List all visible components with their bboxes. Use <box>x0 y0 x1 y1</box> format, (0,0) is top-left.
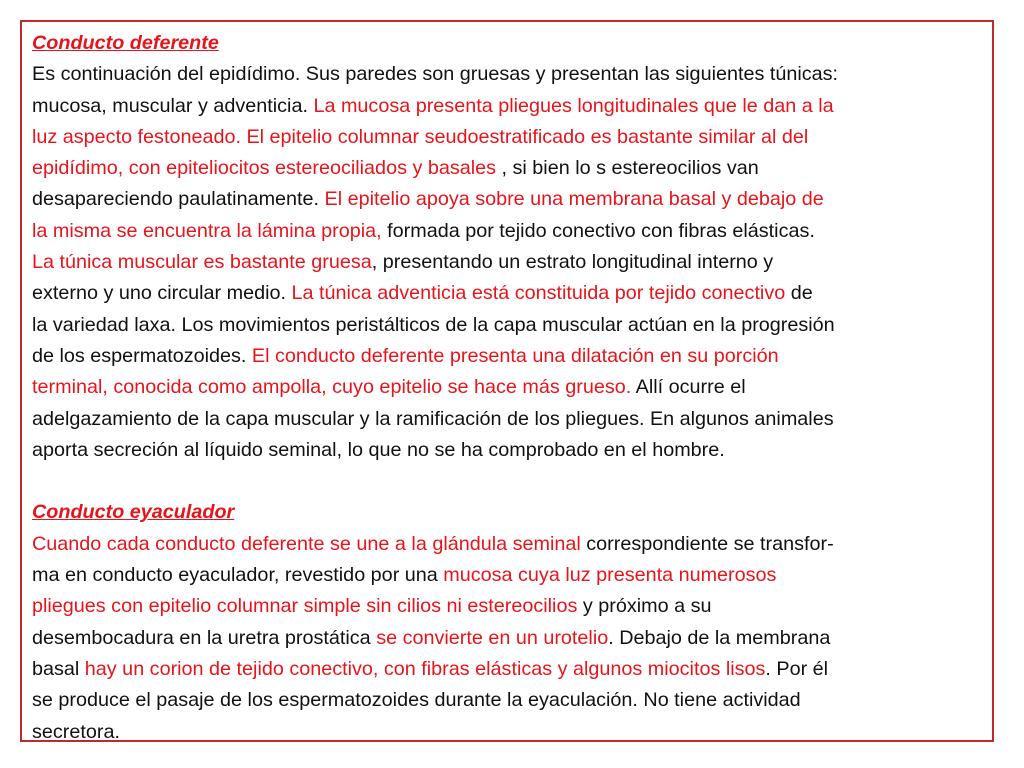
body-text: formada por tejido conectivo con fibras elásticas. <box>381 219 815 242</box>
text-line <box>32 122 992 153</box>
highlighted-text: La túnica adventicia está constituida por tejido conectivo <box>291 282 786 305</box>
text-line <box>32 59 992 90</box>
text-line <box>32 153 992 184</box>
body-text: secretora. <box>32 720 120 743</box>
body-text: basal <box>32 657 85 680</box>
text-line <box>32 685 992 716</box>
section-heading-conducto-eyaculador: Conducto eyaculador <box>32 501 235 524</box>
highlighted-text: Cuando cada conducto deferente se une a la glándula seminal <box>32 532 581 555</box>
body-text: mucosa, muscular y adventicia. <box>32 94 314 117</box>
body-text: de <box>785 282 813 305</box>
slide-text-body <box>32 28 992 748</box>
text-line <box>32 717 992 748</box>
body-text: desembocadura en la uretra prostática <box>32 626 377 649</box>
body-text: . Debajo de la membrana <box>608 626 831 649</box>
highlighted-text: hay un corion de tejido conectivo, con fibras elásticas y algunos miocitos lisos <box>84 657 766 680</box>
body-text: desapareciendo paulatinamente. <box>32 188 325 211</box>
body-text: externo y uno circular medio. <box>32 282 292 305</box>
highlighted-text: pliegues con epitelio columnar simple sin cilios ni estereocilios <box>32 595 578 618</box>
body-text: . Por él <box>765 657 829 680</box>
highlighted-text: mucosa cuya luz presenta numerosos <box>443 564 777 587</box>
text-line <box>32 623 992 654</box>
body-text: se produce el pasaje de los espermatozoides durante la eyaculación. No tiene actividad <box>32 689 801 712</box>
body-text: Es continuación del epidídimo. Sus paredes son gruesas y presentan las siguientes túnicas: <box>32 63 839 86</box>
body-text: Allí ocurre el <box>631 376 746 399</box>
text-line <box>32 278 992 309</box>
highlighted-text: terminal, conocida como ampolla, cuyo epitelio se hace más grueso. <box>32 376 632 399</box>
text-line <box>32 184 992 215</box>
body-text: correspondiente se transfor- <box>580 532 834 555</box>
text-line <box>32 591 992 622</box>
highlighted-text: luz aspecto festoneado. El epitelio columnar seudoestratificado es bastante similar al del <box>32 125 809 148</box>
text-line <box>32 435 992 466</box>
highlighted-text: El epitelio apoya sobre una membrana basal y debajo de <box>324 188 824 211</box>
body-text: aporta secreción al líquido seminal, lo que no se ha comprobado en el hombre. <box>32 438 725 461</box>
body-text: la variedad laxa. Los movimientos peristálticos de la capa muscular actúan en la progresión <box>32 313 835 336</box>
section-body-conducto-deferente <box>32 59 992 466</box>
text-line <box>32 91 992 122</box>
highlighted-text: se convierte en un urotelio <box>376 626 609 649</box>
text-line <box>32 341 992 372</box>
text-line <box>32 654 992 685</box>
text-line <box>32 310 992 341</box>
body-text: adelgazamiento de la capa muscular y la ramificación de los pliegues. En algunos animales <box>32 407 834 430</box>
body-text: de los espermatozoides. <box>32 344 252 367</box>
text-line <box>32 529 992 560</box>
text-line <box>32 560 992 591</box>
text-line <box>32 247 992 278</box>
body-text: , si bien lo s estereocilios van <box>496 157 759 180</box>
section-heading-conducto-deferente: Conducto deferente <box>32 32 219 54</box>
highlighted-text: la misma se encuentra la lámina propia, <box>32 219 382 242</box>
highlighted-text: El conducto deferente presenta una dilatación en su porción <box>251 344 779 367</box>
highlighted-text: epidídimo, con epiteliocitos estereociliados y basales <box>32 157 497 180</box>
body-text: y próximo a su <box>577 595 712 618</box>
text-line <box>32 404 992 435</box>
highlighted-text: La túnica muscular es bastante gruesa <box>32 251 372 274</box>
text-line <box>32 372 992 403</box>
highlighted-text: La mucosa presenta pliegues longitudinales que le dan a la <box>313 94 834 117</box>
body-text: ma en conducto eyaculador, revestido por una <box>32 564 444 587</box>
paragraph-spacer <box>32 466 992 497</box>
text-line <box>32 216 992 247</box>
body-text: , presentando un estrato longitudinal interno y <box>371 251 774 274</box>
section-body-conducto-eyaculador <box>32 529 992 748</box>
